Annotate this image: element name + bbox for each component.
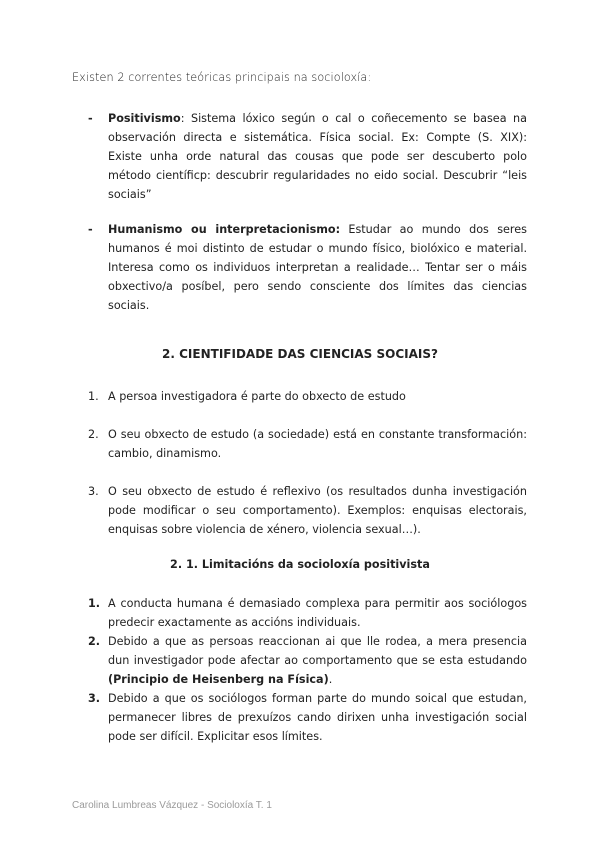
- current-term: Humanismo ou interpretacionismo:: [108, 223, 341, 236]
- current-description: [108, 220, 527, 315]
- item-text: O seu obxecto de estudo é reflexivo (os resultados dunha investigación pode modificar o seu comportamento). Exemplos: enquisas electorais, enquisas sobre violencia de xénero, violencia sexual…).: [108, 485, 527, 536]
- item-text: [108, 632, 527, 689]
- item-number: 2.: [88, 428, 99, 441]
- list-item: [88, 689, 527, 746]
- item-number: 2.: [88, 635, 101, 648]
- current-humanismo: [88, 220, 527, 315]
- item-number: 1.: [88, 597, 101, 610]
- item-text: A conducta humana é demasiado complexa para permitir aos sociólogos predecir exactamente as accións individuais.: [108, 597, 527, 629]
- list-item: [88, 632, 527, 689]
- item-number: 3.: [88, 485, 99, 498]
- subsection-heading: 2. 1. Limitacións da socioloxía positivista: [170, 558, 430, 571]
- bullet-dash: -: [88, 112, 93, 125]
- current-description: [108, 109, 527, 204]
- current-text: Estudar ao mundo dos seres humanos é moi distinto de estudar o mundo físico, biolóxico e material. Interesa como os individuos interpretan a realidade… Tentar ser o máis obxectivo/a posíbel, pero sendo consciente dos límites das ciencias sociais.: [108, 223, 527, 312]
- intro-text: Existen 2 correntes teóricas principais na socioloxía:: [72, 71, 372, 84]
- item-text: O seu obxecto de estudo (a sociedade) está en constante transformación: cambio, dinamismo.: [108, 428, 527, 460]
- current-term: Positivismo: [108, 112, 181, 125]
- item-text: Debido a que os sociólogos forman parte do mundo soical que estudan, permanecer libres de prexuízos cando dirixen unha investigación social pode ser difícil. Explicitar esos límites.: [108, 692, 527, 743]
- item-text-bold: (Principio de Heisenberg na Física): [108, 673, 329, 686]
- item-number: 3.: [88, 692, 101, 705]
- item-text-before: Debido a que as persoas reaccionan ai que lle rodea, a mera presencia dun investigador pode afectar ao comportamento que se esta estudando: [108, 635, 527, 667]
- section-heading: 2. CIENTIFIDADE DAS CIENCIAS SOCIAIS?: [162, 347, 438, 361]
- item-text: A persoa investigadora é parte do obxecto de estudo: [108, 390, 406, 403]
- page-footer: Carolina Lumbreas Vázquez - Socioloxía T. 1: [72, 800, 272, 811]
- item-number: 1.: [88, 390, 99, 403]
- list-item: [88, 387, 527, 406]
- list-item: [88, 594, 527, 632]
- list-item: [88, 482, 527, 539]
- current-positivismo: [88, 109, 527, 204]
- current-text: : Sistema lóxico según o cal o coñecemento se basea na observación directa e sistemática. Física social. Ex: Compte (S. XIX): Existe unha orde natural das cousas que pode ser descuberto polo método científicp: descubrir regularidades no eido social. Descubrir “leis sociais”: [108, 112, 527, 201]
- list-item: [88, 425, 527, 463]
- item-text-after: .: [328, 673, 333, 686]
- bullet-dash: -: [88, 223, 93, 236]
